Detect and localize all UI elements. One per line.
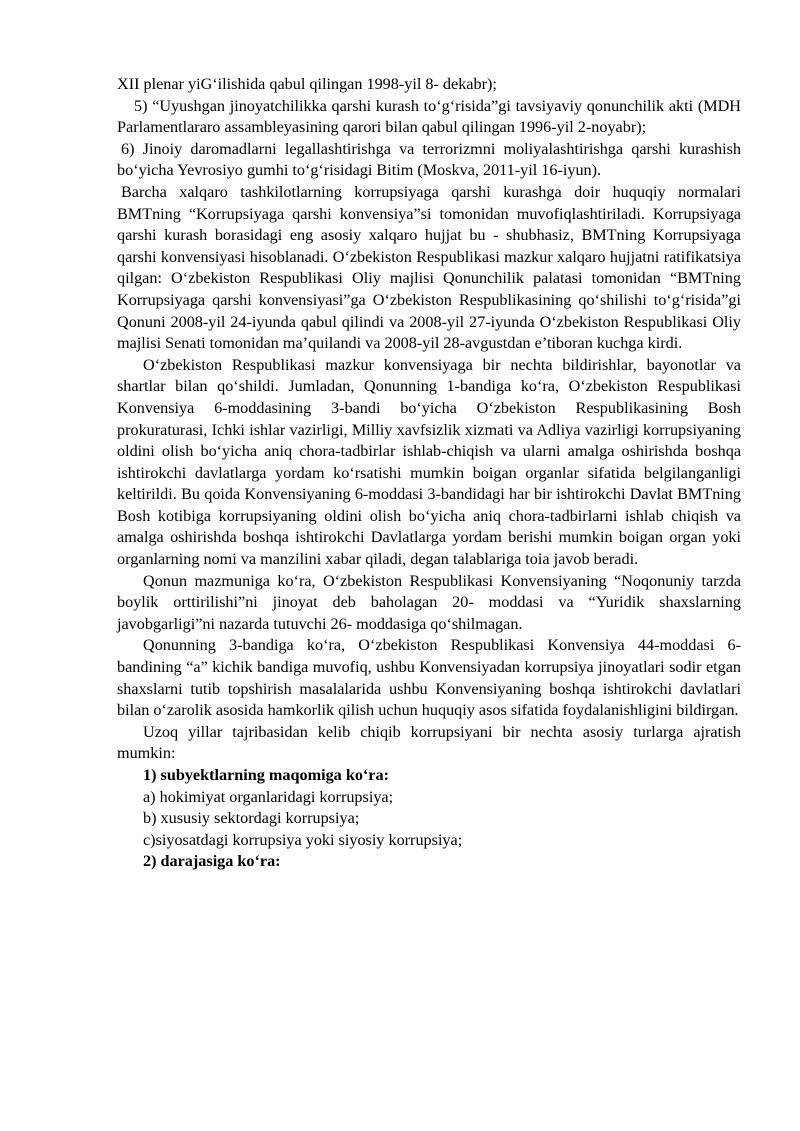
paragraph-item-6: 6) Jinoiy daromadlarni legallashtirishga va terrorizmni moliyalashtirishga qarshi kurashish bo‘yicha Yevrosiyo gumhi to‘g‘risidagi Bitim (Moskva, 2011-yil 16-iyun). <box>117 139 741 180</box>
paragraph-law-content: Qonun mazmuniga ko‘ra, O‘zbekiston Respublikasi Konvensiyaning “Noqonuniy tarzda boylik orttirilishi”ni jinoyat deb baholagan 20- moddasi va “Yuridik shaxslarning javobgarligi”ni nazarda tutuvchi 26- moddasiga qo‘shilmagan. <box>117 571 741 633</box>
list-item: a) hokimiyat organlaridagi korrupsiya; <box>143 787 394 806</box>
paragraph-item-5: 5) “Uyushgan jinoyatchilikka qarshi kurash to‘g‘risida”gi tavsiyaviy qonunchilik akti (MDH Parlamentlararo assambleyasining qarori bilan qabul qilingan 1996-yil 2-noyabr); <box>117 96 741 137</box>
paragraph-law-article-3: Qonunning 3-bandiga ko‘ra, O‘zbekiston Respublikasi Konvensiya 44-moddasi 6-bandining “a” kichik bandiga muvofiq, ushbu Konvensiyadan korrupsiya jinoyatlari sodir etgan shaxslarni tutib topshirish masalalarida ushbu Konvensiyaning boshqa ishtirokchi davlatlari bilan o‘zarolik asosida hamkorlik qilish uchun huquqiy asos sifatida foydalanishligini bildirgan. <box>117 636 741 720</box>
list-item: b) xususiy sektordagi korrupsiya; <box>143 809 360 828</box>
list-item: c)siyosatdagi korrupsiya yoki siyosiy korrupsiya; <box>143 830 463 849</box>
paragraph-international-norms: Barcha xalqaro tashkilotlarning korrupsiyaga qarshi kurashga doir huquqiy normalari BMTning “Korrupsiyaga qarshi konvensiya”si tomonidan muvofiqlashtiriladi. Korrupsiyaga qarshi kurash borasidagi eng asosiy xalqaro hujjat bu - shubhasiz, BMTning Korrupsiyaga qarshi konvensiyasi hisoblanadi. O‘zbekiston Respublikasi mazkur xalqaro hujjatni ratifikatsiya qilgan: O‘zbekiston Respublikasi Oliy majlisi Qonunchilik palatasi tomonidan “BMTning Korrupsiyaga qarshi konvensiyasi”ga O‘zbekiston Respublikasining qo‘shilishi to‘g‘risida”gi Qonuni 2008-yil 24-iyunda qabul qilindi va 2008-yil 27-iyunda O‘zbekiston Respublikasi Oliy majlisi Senati tomonidan ma’quilandi va 2008-yil 28-avgustdan e’tiboran kuchga kirdi. <box>117 182 741 353</box>
paragraph-corruption-types-intro: Uzoq yillar tajribasidan kelib chiqib korrupsiyani bir nechta asosiy turlarga ajratish mumkin: <box>117 722 741 763</box>
paragraph-reservations: O‘zbekiston Respublikasi mazkur konvensiyaga bir nechta bildirishlar, bayonotlar va shartlar bilan qo‘shildi. Jumladan, Qonunning 1-bandiga ko‘ra, O‘zbekiston Respublikasi Konvensiya 6-moddasining 3-bandi bo‘yicha O‘zbekiston Respublikasining Bosh prokuraturasi, Ichki ishlar vazirligi, Milliy xavfsizlik xizmati va Adliya vazirligi korrupsiyaning oldini olish bo‘yicha aniq chora-tadbirlar ishlab-chiqish va ularni amalga oshirishda boshqa ishtirokchi davlatlarga yordam ko‘rsatishi mumkin boigan organlar sifatida belgilanganligi keltirildi. Bu qoida Konvensiyaning 6-moddasi 3-bandidagi har bir ishtirokchi Davlat BMTning Bosh kotibiga korrupsiyaning oldini olish bo‘yicha aniq chora-tadbirlarni ishlab chiqish va amalga oshirishda boshqa ishtirokchi Davlatlarga yordam berishi mumkin boigan organ yoki organlarning nomi va manzilini xabar qiladi, degan talablariga toia javob beradi. <box>117 355 741 569</box>
paragraph-continuation: XII plenar yiG‘ilishida qabul qilingan 1998-yil 8- dekabr); <box>117 75 497 93</box>
list-heading-by-subject-status: 1) subyektlarning maqomiga ko‘ra: <box>143 766 389 784</box>
list-heading-by-level: 2) darajasiga ko‘ra: <box>143 852 281 871</box>
document-page <box>117 74 741 873</box>
